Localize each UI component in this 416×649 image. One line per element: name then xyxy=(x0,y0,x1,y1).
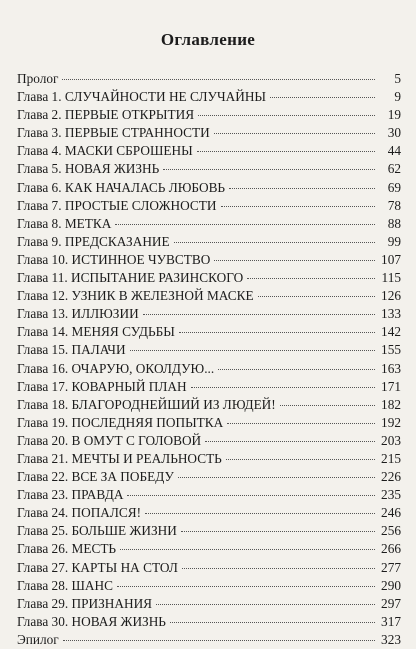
table-of-contents xyxy=(17,70,401,649)
toc-entry-page-number: 266 xyxy=(381,541,401,557)
toc-entry-title: Глава 18. БЛАГОРОДНЕЙШИЙ ИЗ ЛЮДЕЙ! xyxy=(17,396,276,412)
toc-entry xyxy=(17,396,401,414)
toc-entry-page-number: 30 xyxy=(387,125,401,141)
toc-entry xyxy=(17,504,401,522)
toc-entry-page-number: 171 xyxy=(381,378,401,394)
toc-entry-title: Глава 10. ИСТИННОЕ ЧУВСТВО xyxy=(17,251,211,267)
dot-leader xyxy=(156,604,375,605)
toc-entry-title: Глава 6. КАК НАЧАЛАСЬ ЛЮБОВЬ xyxy=(17,179,226,195)
dot-leader xyxy=(229,188,375,189)
toc-entry xyxy=(17,142,401,160)
toc-entry-title: Глава 3. ПЕРВЫЕ СТРАННОСТИ xyxy=(17,125,210,141)
toc-entry-page-number: 297 xyxy=(381,595,401,611)
toc-entry-title: Пролог xyxy=(17,71,59,86)
dot-leader xyxy=(63,640,375,641)
toc-entry xyxy=(17,613,401,631)
dot-leader xyxy=(170,622,375,623)
toc-entry-title: Глава 15. ПАЛАЧИ xyxy=(17,342,126,358)
toc-entry-title: Глава 20. В ОМУТ С ГОЛОВОЙ xyxy=(17,432,202,448)
dot-leader xyxy=(130,350,375,351)
toc-entry-title: Глава 25. БОЛЬШЕ ЖИЗНИ xyxy=(17,523,177,539)
toc-entry xyxy=(17,595,401,613)
dot-leader xyxy=(115,224,375,225)
dot-leader xyxy=(191,387,375,388)
toc-entry-title: Глава 22. ВСЕ ЗА ПОБЕДУ xyxy=(17,469,174,485)
toc-entry-page-number: 99 xyxy=(387,233,401,249)
dot-leader xyxy=(227,423,375,424)
toc-entry-page-number: 142 xyxy=(381,324,401,340)
toc-entry-title: Глава 16. ОЧАРУЮ, ОКОЛДУЮ... xyxy=(17,360,215,376)
toc-entry-page-number: 115 xyxy=(381,270,401,286)
toc-entry-page-number: 317 xyxy=(381,613,401,629)
toc-entry xyxy=(17,215,401,233)
toc-entry-title: Глава 24. ПОПАЛСЯ! xyxy=(17,505,142,521)
toc-entry-page-number: 133 xyxy=(381,306,401,322)
toc-entry-page-number: 203 xyxy=(381,432,401,448)
toc-entry-page-number: 323 xyxy=(381,631,401,647)
dot-leader xyxy=(117,586,375,587)
dot-leader xyxy=(205,441,375,442)
toc-entry xyxy=(17,468,401,486)
toc-entry xyxy=(17,88,401,106)
toc-entry-page-number: 277 xyxy=(381,559,401,575)
toc-entry xyxy=(17,341,401,359)
toc-entry xyxy=(17,559,401,577)
toc-entry-title: Эпилог xyxy=(17,631,59,647)
toc-entry-page-number: 246 xyxy=(381,505,401,521)
toc-entry xyxy=(17,540,401,558)
toc-entry xyxy=(17,106,401,124)
toc-entry xyxy=(17,414,401,432)
toc-entry-title: Глава 19. ПОСЛЕДНЯЯ ПОПЫТКА xyxy=(17,414,224,430)
toc-entry-page-number: 155 xyxy=(381,342,401,358)
dot-leader xyxy=(127,495,375,496)
dot-leader xyxy=(179,332,375,333)
toc-entry-page-number: 290 xyxy=(381,577,401,593)
dot-leader xyxy=(174,242,375,243)
toc-entry-title: Глава 23. ПРАВДА xyxy=(17,487,124,503)
toc-entry xyxy=(17,160,401,178)
toc-entry-title: Глава 2. ПЕРВЫЕ ОТКРЫТИЯ xyxy=(17,107,195,123)
toc-entry xyxy=(17,124,401,142)
toc-entry-title: Глава 28. ШАНС xyxy=(17,577,113,593)
toc-entry-title: Глава 21. МЕЧТЫ И РЕАЛЬНОСТЬ xyxy=(17,450,222,466)
toc-entry-page-number: 78 xyxy=(387,197,401,213)
toc-entry-title: Глава 9. ПРЕДСКАЗАНИЕ xyxy=(17,233,170,249)
dot-leader xyxy=(218,369,375,370)
toc-entry xyxy=(17,179,401,197)
dot-leader xyxy=(258,296,375,297)
dot-leader xyxy=(62,79,375,80)
dot-leader xyxy=(143,314,375,315)
dot-leader xyxy=(221,206,375,207)
toc-entry-title: Глава 13. ИЛЛЮЗИИ xyxy=(17,306,139,322)
toc-entry-title: Глава 7. ПРОСТЫЕ СЛОЖНОСТИ xyxy=(17,197,217,213)
toc-entry-title: Глава 30. НОВАЯ ЖИЗНЬ xyxy=(17,613,166,629)
dot-leader xyxy=(198,115,375,116)
toc-entry-title: Глава 11. ИСПЫТАНИЕ РАЗИНСКОГО xyxy=(17,270,244,286)
dot-leader xyxy=(247,278,375,279)
toc-entry-title: Глава 4. МАСКИ СБРОШЕНЫ xyxy=(17,143,193,159)
toc-entry-page-number: 9 xyxy=(394,89,401,105)
toc-entry-page-number: 5 xyxy=(394,71,401,86)
show-through-text xyxy=(120,0,350,14)
dot-leader xyxy=(181,531,375,532)
toc-entry-title: Глава 27. КАРТЫ НА СТОЛ xyxy=(17,559,178,575)
toc-entry-page-number: 163 xyxy=(381,360,401,376)
dot-leader xyxy=(214,260,375,261)
toc-entry xyxy=(17,522,401,540)
toc-entry xyxy=(17,577,401,595)
toc-entry-page-number: 62 xyxy=(387,161,401,177)
dot-leader xyxy=(214,133,375,134)
dot-leader xyxy=(120,549,375,550)
dot-leader xyxy=(145,513,375,514)
toc-entry-page-number: 182 xyxy=(381,396,401,412)
toc-entry xyxy=(17,251,401,269)
toc-entry xyxy=(17,360,401,378)
toc-entry-page-number: 192 xyxy=(381,414,401,430)
toc-entry-title: Глава 5. НОВАЯ ЖИЗНЬ xyxy=(17,161,160,177)
toc-entry xyxy=(17,450,401,468)
toc-entry xyxy=(17,233,401,251)
dot-leader xyxy=(270,97,375,98)
toc-entry-page-number: 107 xyxy=(381,251,401,267)
toc-entry-title: Глава 1. СЛУЧАЙНОСТИ НЕ СЛУЧАЙНЫ xyxy=(17,89,267,105)
dot-leader xyxy=(178,477,375,478)
toc-entry-title: Глава 14. МЕНЯЯ СУДЬБЫ xyxy=(17,324,175,340)
toc-entry-title: Глава 26. МЕСТЬ xyxy=(17,541,117,557)
dot-leader xyxy=(226,459,375,460)
toc-entry-title: Глава 29. ПРИЗНАНИЯ xyxy=(17,595,153,611)
toc-entry xyxy=(17,197,401,215)
toc-entry-page-number: 19 xyxy=(387,107,401,123)
toc-entry-title: Глава 12. УЗНИК В ЖЕЛЕЗНОЙ МАСКЕ xyxy=(17,288,254,304)
toc-entry-page-number: 215 xyxy=(381,450,401,466)
toc-entry-title: Глава 17. КОВАРНЫЙ ПЛАН xyxy=(17,378,187,394)
toc-entry xyxy=(17,305,401,323)
toc-entry xyxy=(17,70,401,88)
dot-leader xyxy=(163,169,375,170)
dot-leader xyxy=(182,568,375,569)
toc-entry-page-number: 256 xyxy=(381,523,401,539)
toc-entry-page-number: 88 xyxy=(387,215,401,231)
toc-entry xyxy=(17,269,401,287)
toc-entry xyxy=(17,631,401,649)
toc-entry-page-number: 44 xyxy=(387,143,401,159)
toc-entry-page-number: 226 xyxy=(381,469,401,485)
page-title: Оглавление xyxy=(160,30,256,49)
dot-leader xyxy=(280,405,375,406)
toc-entry xyxy=(17,323,401,341)
toc-entry xyxy=(17,287,401,305)
toc-entry-title: Глава 8. МЕТКА xyxy=(17,215,112,231)
dot-leader xyxy=(197,151,375,152)
toc-entry xyxy=(17,432,401,450)
toc-entry xyxy=(17,486,401,504)
toc-entry-page-number: 69 xyxy=(387,179,401,195)
toc-entry-page-number: 235 xyxy=(381,487,401,503)
toc-entry-page-number: 126 xyxy=(381,288,401,304)
toc-entry xyxy=(17,378,401,396)
